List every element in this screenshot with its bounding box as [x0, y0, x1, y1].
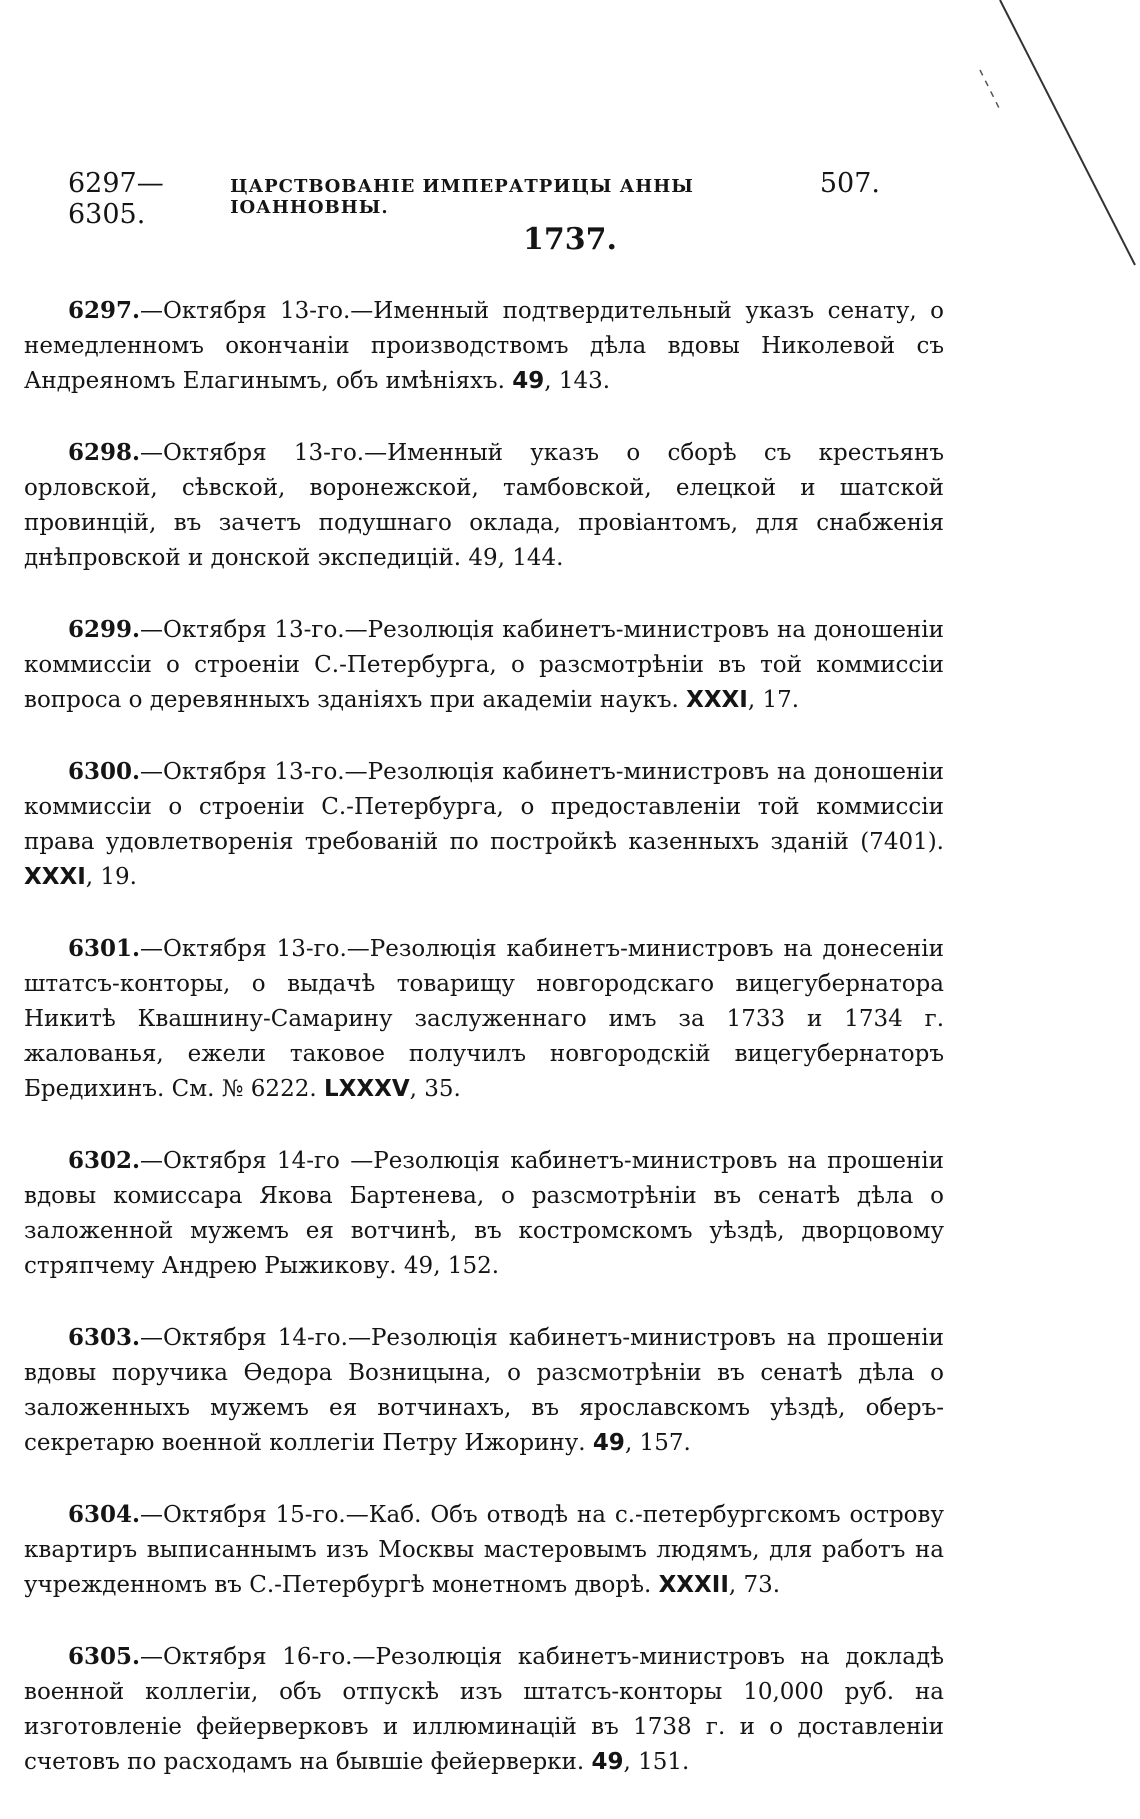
entries — [24, 270, 944, 1816]
entry-body: —Октября 13-го.—Именный указъ о сборѣ съ крестьянъ орловской, сѣвской, воронежской, тамбовской, елецкой и шатской провинцій, въ зачетъ подушнаго оклада, провіантомъ, для снабженія днѣпровской и донской экспедицій. — [24, 440, 944, 571]
entry-number: 6305. — [68, 1643, 141, 1670]
entry-6299 — [24, 612, 944, 718]
entry-6304 — [24, 1497, 944, 1603]
entry-number: 6303. — [68, 1324, 141, 1351]
entry-body: —Октября 16-го.—Резолюція кабинетъ-министровъ на докладѣ военной коллегіи, объ отпускѣ изъ штатсъ-конторы 10,000 руб. на изготовленіе фейерверковъ и иллюминацій въ 1738 г. и о доставленіи счетовъ по расходамъ на бывшіе фейерверки. — [24, 1644, 944, 1775]
year-heading: 1737. — [523, 222, 617, 257]
page-ref: , 73. — [728, 1572, 781, 1598]
page-ref: , 144. — [497, 545, 564, 571]
volume-ref: 49 — [512, 368, 545, 394]
entry-body: —Октября 14-го —Резолюція кабинетъ-министровъ на прошеніи вдовы комиссара Якова Бартенева, о разсмотрѣніи въ сенатѣ дѣла о заложенной мужемъ ея вотчинѣ, въ костромскомъ уѣздѣ, дворцовому стряпчему Андрею Рыжикову. — [24, 1148, 944, 1279]
volume-ref: 49 — [592, 1430, 625, 1456]
entry-body: —Октября 14-го.—Резолюція кабинетъ-министровъ на прошеніи вдовы поручика Ѳедора Возницына, о разсмотрѣніи въ сенатѣ дѣла о заложенныхъ мужемъ ея вотчинахъ, въ ярославскомъ уѣздѣ, оберъ-секретарю военной коллегіи Петру Ижорину. — [24, 1325, 944, 1456]
volume-ref: XXXI — [24, 864, 86, 890]
entry-number: 6301. — [68, 935, 141, 962]
entry-body: —Октября 13-го.—Резолюція кабинетъ-министровъ на доношеніи коммиссіи о строеніи С.-Петербурга, о разсмотрѣніи въ той коммиссіи вопроса о деревянныхъ зданіяхъ при академіи наукъ. — [24, 617, 944, 713]
scan-artifact-lines — [960, 0, 1140, 280]
volume-ref: LXXXV — [323, 1076, 410, 1102]
page-ref: , 152. — [433, 1253, 500, 1279]
page-number: 507. — [819, 168, 880, 199]
page-ref: , 151. — [623, 1749, 690, 1775]
entry-6301 — [24, 931, 944, 1107]
page-ref: , 157. — [624, 1430, 691, 1456]
scan-artifact-line — [1000, 0, 1135, 265]
page-ref: , 143. — [544, 368, 611, 394]
entry-body: —Октября 13-го.—Резолюція кабинетъ-министровъ на донесеніи штатсъ-конторы, о выдачѣ товарищу новгородскаго вицегубернатора Никитѣ Квашнину-Самарину заслуженнаго имъ за 1733 и 1734 г. жалованья, ежели таковое получилъ новгородскій вицегубернаторъ Бредихинъ. См. № 6222. — [24, 936, 944, 1102]
entry-6298 — [24, 435, 944, 576]
entry-number: 6302. — [68, 1147, 141, 1174]
volume-ref: 49 — [591, 1749, 624, 1775]
page-header — [68, 168, 880, 230]
entry-6297 — [24, 293, 944, 399]
volume-ref: 49 — [468, 545, 498, 571]
volume-ref: XXXII — [658, 1572, 729, 1598]
entry-6302 — [24, 1143, 944, 1284]
entry-6303 — [24, 1320, 944, 1461]
page-ref: , 19. — [85, 864, 137, 890]
entry-number: 6297. — [68, 297, 141, 324]
page-ref: , 35. — [409, 1076, 461, 1102]
scan-artifact-line — [980, 70, 1000, 110]
page-ref: , 17. — [747, 687, 800, 713]
entry-number: 6300. — [68, 758, 141, 785]
entry-6305 — [24, 1639, 944, 1780]
entry-6300 — [24, 754, 944, 895]
entry-body: —Октября 13-го.—Именный подтвердительный указъ сенату, о немедленномъ окончаніи производствомъ дѣла вдовы Николевой съ Андреяномъ Елагинымъ, объ имѣніяхъ. — [24, 298, 944, 394]
running-title: ЦАРСТВОВАНІЕ ИМПЕРАТРИЦЫ АННЫ ІОАННОВНЫ. — [230, 176, 694, 218]
entry-number: 6299. — [68, 616, 141, 643]
entry-body: —Октября 13-го.—Резолюція кабинетъ-министровъ на доношеніи коммиссіи о строеніи С.-Петербурга, о предоставленіи той коммиссіи права удовлетворенія требованій по постройкѣ казенныхъ зданій (7401). — [24, 759, 944, 855]
entry-number: 6298. — [68, 439, 141, 466]
volume-ref: XXXI — [686, 687, 748, 713]
entry-body: —Октября 15-го.—Каб. Объ отводѣ на с.-петербургскомъ острову квартиръ выписаннымъ изъ Москвы мастеровымъ людямъ, для работъ на учрежденномъ въ С.-Петербургѣ монетномъ дворѣ. — [24, 1502, 944, 1598]
volume-ref: 49 — [403, 1253, 434, 1279]
entry-number: 6304. — [68, 1501, 141, 1528]
entry-range: 6297—6305. — [68, 168, 164, 230]
